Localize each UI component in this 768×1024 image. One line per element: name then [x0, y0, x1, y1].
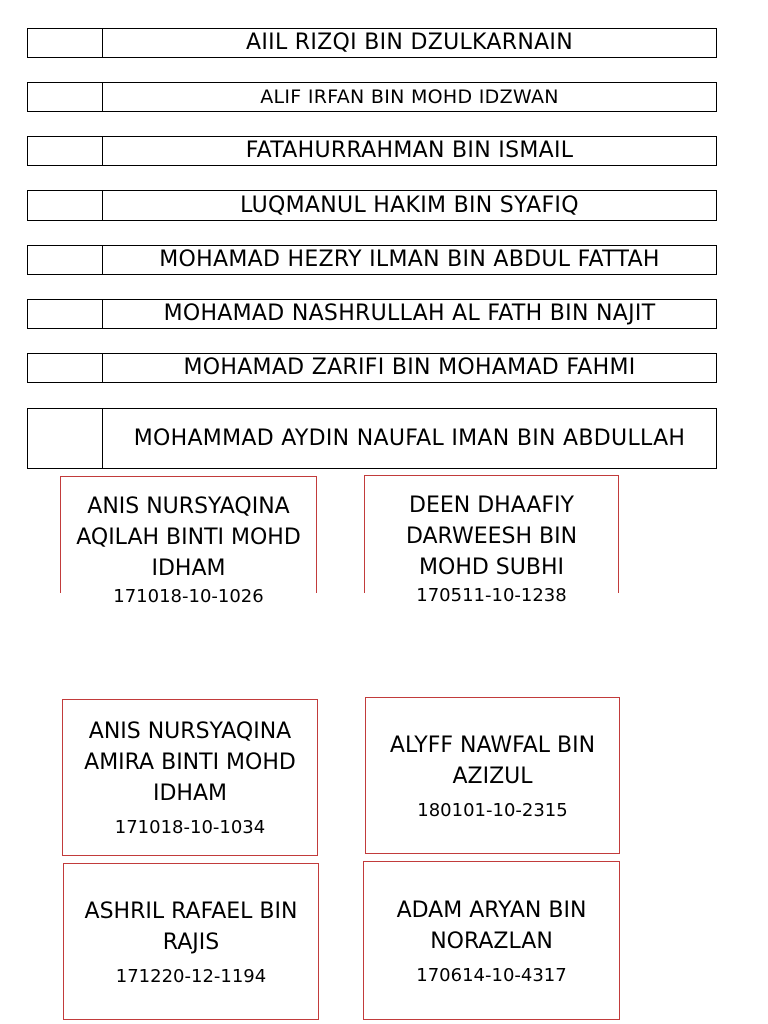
student-card	[60, 476, 317, 607]
row-name: AIIL RIZQI BIN DZULKARNAIN	[246, 30, 573, 55]
card-name: DEEN DHAAFIY DARWEESH BIN MOHD SUBHI	[405, 493, 578, 580]
name-row-1	[27, 28, 717, 58]
card-id: 170511-10-1238	[416, 585, 567, 606]
card-name: ANIS NURSYAQINA AQILAH BINTI MOHD IDHAM	[76, 494, 301, 581]
card-id: 170614-10-4317	[416, 964, 567, 986]
name-row-6	[27, 299, 717, 329]
row-name: ALIF IRFAN BIN MOHD IDZWAN	[260, 86, 559, 108]
card-name: ADAM ARYAN BIN NORAZLAN	[396, 897, 587, 954]
name-row-8	[27, 408, 717, 469]
name-row-4	[27, 190, 717, 221]
card-id: 171018-10-1034	[114, 817, 266, 838]
name-row-2	[27, 82, 717, 112]
row-number-cell	[28, 137, 103, 165]
row-number-cell	[28, 29, 103, 57]
student-card	[363, 861, 620, 1020]
row-name: MOHAMMAD AYDIN NAUFAL IMAN BIN ABDULLAH	[133, 425, 686, 451]
row-number-cell	[28, 300, 103, 328]
name-row-3	[27, 136, 717, 166]
student-card	[364, 475, 619, 606]
row-name: FATAHURRAHMAN BIN ISMAIL	[245, 138, 574, 163]
row-number-cell	[28, 246, 103, 274]
card-id: 171220-12-1194	[115, 965, 267, 987]
card-id: 180101-10-2315	[417, 799, 568, 821]
card-name: ASHRIL RAFAEL BIN RAJIS	[84, 898, 298, 955]
row-name: MOHAMAD ZARIFI BIN MOHAMAD FAHMI	[183, 355, 636, 380]
row-number-cell	[28, 409, 103, 468]
name-row-5	[27, 245, 717, 275]
row-number-cell	[28, 191, 103, 220]
student-card	[365, 697, 620, 854]
student-card	[62, 699, 318, 856]
row-name: LUQMANUL HAKIM BIN SYAFIQ	[240, 192, 579, 218]
row-number-cell	[28, 83, 103, 111]
card-name: ANIS NURSYAQINA AMIRA BINTI MOHD IDHAM	[84, 719, 296, 806]
name-row-7	[27, 353, 717, 383]
card-name: ALYFF NAWFAL BIN AZIZUL	[389, 732, 596, 789]
row-name: MOHAMAD NASHRULLAH AL FATH BIN NAJIT	[163, 301, 656, 326]
student-card	[63, 863, 319, 1020]
card-id: 171018-10-1026	[113, 586, 264, 607]
row-name: MOHAMAD HEZRY ILMAN BIN ABDUL FATTAH	[159, 247, 660, 272]
row-number-cell	[28, 354, 103, 382]
